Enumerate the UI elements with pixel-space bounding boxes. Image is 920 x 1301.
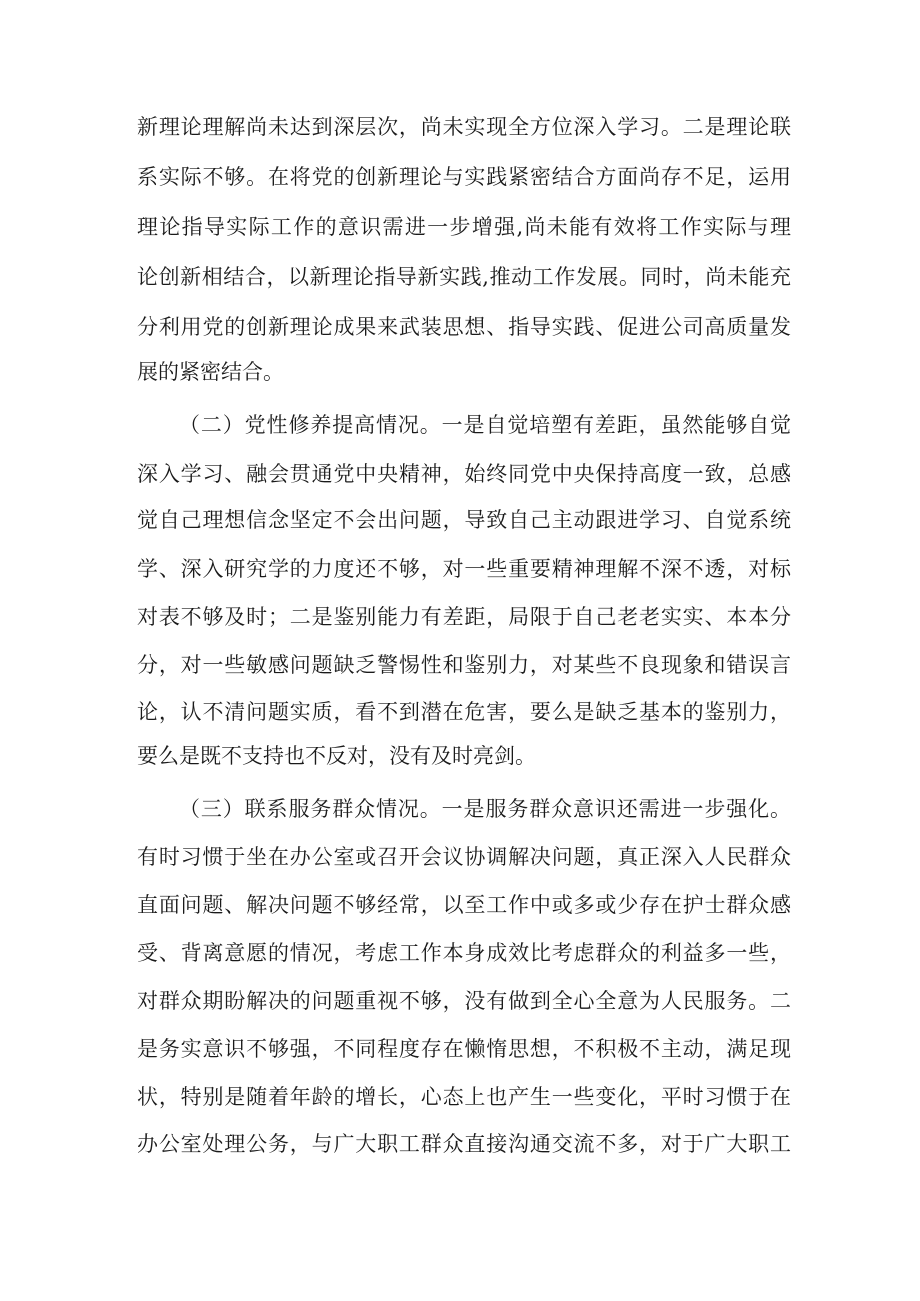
- text-line: 深入学习、融会贯通党中央精神，始终同党中央保持高度一致，总感: [137, 462, 791, 486]
- section-heading-line: （三）联系服务群众情况。一是服务群众意识还需进一步强化。: [179, 797, 791, 821]
- text-line: 办公室处理公务，与广大职工群众直接沟通交流不多，对于广大职工: [137, 1132, 791, 1156]
- text-line: 新理论理解尚未达到深层次，尚未实现全方位深入学习。二是理论联: [137, 115, 791, 139]
- text-line: 是务实意识不够强，不同程度存在懒惰思想，不积极不主动，满足现: [137, 1037, 791, 1061]
- text-line: 论创新相结合，以新理论指导新实践,推动工作发展。同时，尚未能充: [137, 265, 791, 289]
- section-heading-line: （二）党性修养提高情况。一是自觉培塑有差距，虽然能够自觉: [179, 413, 791, 437]
- text-line: 直面问题、解决问题不够经常，以至工作中或多或少存在护士群众感: [137, 893, 791, 917]
- text-line: 对表不够及时；二是鉴别能力有差距，局限于自己老老实实、本本分: [137, 605, 791, 629]
- text-line: 理论指导实际工作的意识需进一步增强,尚未能有效将工作实际与理: [137, 215, 791, 239]
- text-line: 分，对一些敏感问题缺乏警惕性和鉴别力，对某些不良现象和错误言: [137, 653, 791, 677]
- text-line: 系实际不够。在将党的创新理论与实践紧密结合方面尚存不足，运用: [137, 165, 791, 189]
- text-line: 分利用党的创新理论成果来武装思想、指导实践、促进公司高质量发: [137, 315, 791, 339]
- text-line: 有时习惯于坐在办公室或召开会议协调解决问题，真正深入人民群众: [137, 845, 791, 869]
- text-line: 要么是既不支持也不反对，没有及时亮剑。: [137, 744, 536, 768]
- text-line: 展的紧密结合。: [137, 360, 284, 384]
- text-line: 状，特别是随着年龄的增长，心态上也产生一些变化，平时习惯于在: [137, 1085, 791, 1109]
- text-line: 受、背离意愿的情况，考虑工作本身成效比考虑群众的利益多一些，: [137, 941, 791, 965]
- text-line: 觉自己理想信念坚定不会出问题，导致自己主动跟进学习、自觉系统: [137, 508, 791, 532]
- text-line: 对群众期盼解决的问题重视不够，没有做到全心全意为人民服务。二: [137, 989, 791, 1013]
- text-line: 学、深入研究学的力度还不够，对一些重要精神理解不深不透，对标: [137, 557, 791, 581]
- text-line: 论，认不清问题实质，看不到潜在危害，要么是缺乏基本的鉴别力，: [137, 700, 791, 724]
